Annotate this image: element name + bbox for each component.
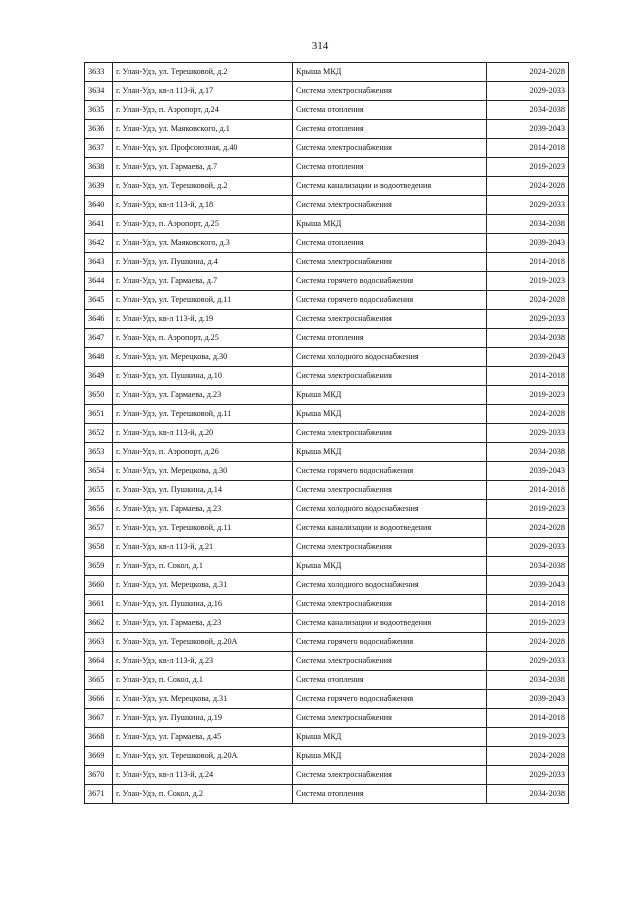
row-number: 3655	[85, 481, 113, 500]
address-cell: г. Улан-Удэ, ул. Профсоюзная, д.40	[113, 139, 293, 158]
period-cell: 2024-2028	[487, 63, 569, 82]
table-row	[85, 82, 569, 101]
period-cell: 2039-2043	[487, 348, 569, 367]
address-cell: г. Улан-Удэ, ул. Гармаева, д.23	[113, 614, 293, 633]
repair-schedule-table	[84, 62, 569, 804]
table-row	[85, 614, 569, 633]
period-cell: 2019-2023	[487, 728, 569, 747]
row-number: 3661	[85, 595, 113, 614]
system-cell: Система холодного водоснабжения	[293, 576, 487, 595]
row-number: 3640	[85, 196, 113, 215]
system-cell: Система электроснабжения	[293, 595, 487, 614]
system-cell: Крыша МКД	[293, 557, 487, 576]
table-row	[85, 462, 569, 481]
address-cell: г. Улан-Удэ, ул. Пушкина, д.10	[113, 367, 293, 386]
system-cell: Система горячего водоснабжения	[293, 291, 487, 310]
address-cell: г. Улан-Удэ, кв-л 113-й, д.20	[113, 424, 293, 443]
system-cell: Крыша МКД	[293, 728, 487, 747]
address-cell: г. Улан-Удэ, ул. Пушкина, д.16	[113, 595, 293, 614]
address-cell: г. Улан-Удэ, ул. Терешковой, д.11	[113, 291, 293, 310]
table-row	[85, 405, 569, 424]
table-row	[85, 310, 569, 329]
period-cell: 2024-2028	[487, 747, 569, 766]
address-cell: г. Улан-Удэ, ул. Гармаева, д.45	[113, 728, 293, 747]
table-row	[85, 272, 569, 291]
period-cell: 2019-2023	[487, 386, 569, 405]
period-cell: 2039-2043	[487, 576, 569, 595]
address-cell: г. Улан-Удэ, ул. Гармаева, д.7	[113, 272, 293, 291]
row-number: 3671	[85, 785, 113, 804]
table-row	[85, 120, 569, 139]
row-number: 3665	[85, 671, 113, 690]
row-number: 3638	[85, 158, 113, 177]
period-cell: 2029-2033	[487, 196, 569, 215]
table-row	[85, 690, 569, 709]
address-cell: г. Улан-Удэ, кв-л 113-й, д.19	[113, 310, 293, 329]
address-cell: г. Улан-Удэ, ул. Гармаева, д.23	[113, 500, 293, 519]
system-cell: Крыша МКД	[293, 405, 487, 424]
address-cell: г. Улан-Удэ, п. Сокол, д.2	[113, 785, 293, 804]
row-number: 3636	[85, 120, 113, 139]
row-number: 3634	[85, 82, 113, 101]
period-cell: 2029-2033	[487, 82, 569, 101]
system-cell: Система электроснабжения	[293, 766, 487, 785]
table-row	[85, 500, 569, 519]
table-row	[85, 595, 569, 614]
system-cell: Система отопления	[293, 120, 487, 139]
table-row	[85, 215, 569, 234]
row-number: 3659	[85, 557, 113, 576]
system-cell: Крыша МКД	[293, 63, 487, 82]
row-number: 3643	[85, 253, 113, 272]
row-number: 3645	[85, 291, 113, 310]
address-cell: г. Улан-Удэ, кв-л 113-й, д.21	[113, 538, 293, 557]
row-number: 3660	[85, 576, 113, 595]
table-row	[85, 139, 569, 158]
address-cell: г. Улан-Удэ, кв-л 113-й, д.18	[113, 196, 293, 215]
row-number: 3647	[85, 329, 113, 348]
address-cell: г. Улан-Удэ, ул. Терешковой, д.2	[113, 63, 293, 82]
table-row	[85, 348, 569, 367]
period-cell: 2034-2038	[487, 101, 569, 120]
address-cell: г. Улан-Удэ, ул. Пушкина, д.19	[113, 709, 293, 728]
system-cell: Система электроснабжения	[293, 367, 487, 386]
row-number: 3657	[85, 519, 113, 538]
system-cell: Система электроснабжения	[293, 538, 487, 557]
table-row	[85, 158, 569, 177]
row-number: 3646	[85, 310, 113, 329]
system-cell: Система электроснабжения	[293, 481, 487, 500]
table-row	[85, 652, 569, 671]
period-cell: 2039-2043	[487, 462, 569, 481]
system-cell: Система горячего водоснабжения	[293, 690, 487, 709]
row-number: 3664	[85, 652, 113, 671]
period-cell: 2029-2033	[487, 310, 569, 329]
row-number: 3644	[85, 272, 113, 291]
table-row	[85, 519, 569, 538]
period-cell: 2034-2038	[487, 671, 569, 690]
row-number: 3651	[85, 405, 113, 424]
row-number: 3649	[85, 367, 113, 386]
row-number: 3637	[85, 139, 113, 158]
table-row	[85, 443, 569, 462]
table-row	[85, 63, 569, 82]
table-row	[85, 538, 569, 557]
row-number: 3668	[85, 728, 113, 747]
address-cell: г. Улан-Удэ, п. Аэропорт, д.25	[113, 329, 293, 348]
system-cell: Система горячего водоснабжения	[293, 633, 487, 652]
row-number: 3641	[85, 215, 113, 234]
system-cell: Система отопления	[293, 234, 487, 253]
address-cell: г. Улан-Удэ, кв-л 113-й, д.17	[113, 82, 293, 101]
address-cell: г. Улан-Удэ, п. Сокол, д.1	[113, 557, 293, 576]
address-cell: г. Улан-Удэ, кв-л 113-й, д.24	[113, 766, 293, 785]
row-number: 3650	[85, 386, 113, 405]
period-cell: 2024-2028	[487, 177, 569, 196]
table-row	[85, 633, 569, 652]
period-cell: 2024-2028	[487, 519, 569, 538]
row-number: 3654	[85, 462, 113, 481]
system-cell: Система электроснабжения	[293, 424, 487, 443]
system-cell: Система канализации и водоотведения	[293, 614, 487, 633]
address-cell: г. Улан-Удэ, ул. Мерецкова, д.31	[113, 690, 293, 709]
address-cell: г. Улан-Удэ, ул. Терешковой, д.2	[113, 177, 293, 196]
period-cell: 2014-2018	[487, 367, 569, 386]
address-cell: г. Улан-Удэ, п. Аэропорт, д.24	[113, 101, 293, 120]
system-cell: Система горячего водоснабжения	[293, 462, 487, 481]
system-cell: Система электроснабжения	[293, 253, 487, 272]
period-cell: 2014-2018	[487, 481, 569, 500]
row-number: 3662	[85, 614, 113, 633]
address-cell: г. Улан-Удэ, ул. Гармаева, д.23	[113, 386, 293, 405]
table-row	[85, 671, 569, 690]
row-number: 3635	[85, 101, 113, 120]
period-cell: 2039-2043	[487, 120, 569, 139]
system-cell: Крыша МКД	[293, 747, 487, 766]
period-cell: 2034-2038	[487, 785, 569, 804]
period-cell: 2034-2038	[487, 443, 569, 462]
period-cell: 2014-2018	[487, 139, 569, 158]
table-row	[85, 196, 569, 215]
row-number: 3670	[85, 766, 113, 785]
table-row	[85, 766, 569, 785]
table-row	[85, 253, 569, 272]
row-number: 3667	[85, 709, 113, 728]
period-cell: 2034-2038	[487, 557, 569, 576]
table-row	[85, 709, 569, 728]
address-cell: г. Улан-Удэ, ул. Маяковского, д.3	[113, 234, 293, 253]
row-number: 3642	[85, 234, 113, 253]
table-row	[85, 234, 569, 253]
page-number: 314	[311, 40, 329, 52]
period-cell: 2014-2018	[487, 709, 569, 728]
row-number: 3669	[85, 747, 113, 766]
period-cell: 2034-2038	[487, 329, 569, 348]
period-cell: 2024-2028	[487, 633, 569, 652]
period-cell: 2014-2018	[487, 595, 569, 614]
table-row	[85, 747, 569, 766]
address-cell: г. Улан-Удэ, ул. Мерецкова, д.31	[113, 576, 293, 595]
period-cell: 2029-2033	[487, 766, 569, 785]
row-number: 3656	[85, 500, 113, 519]
system-cell: Система холодного водоснабжения	[293, 348, 487, 367]
address-cell: г. Улан-Удэ, кв-л 113-й, д.23	[113, 652, 293, 671]
address-cell: г. Улан-Удэ, ул. Маяковского, д.1	[113, 120, 293, 139]
table-row	[85, 576, 569, 595]
system-cell: Крыша МКД	[293, 386, 487, 405]
table-row	[85, 424, 569, 443]
system-cell: Система канализации и водоотведения	[293, 177, 487, 196]
row-number: 3653	[85, 443, 113, 462]
system-cell: Система отопления	[293, 101, 487, 120]
row-number: 3652	[85, 424, 113, 443]
period-cell: 2019-2023	[487, 614, 569, 633]
period-cell: 2019-2023	[487, 158, 569, 177]
system-cell: Система отопления	[293, 158, 487, 177]
table-row	[85, 101, 569, 120]
table-body	[85, 63, 569, 804]
period-cell: 2014-2018	[487, 253, 569, 272]
period-cell: 2029-2033	[487, 424, 569, 443]
system-cell: Система электроснабжения	[293, 709, 487, 728]
row-number: 3639	[85, 177, 113, 196]
system-cell: Система канализации и водоотведения	[293, 519, 487, 538]
address-cell: г. Улан-Удэ, ул. Пушкина, д.4	[113, 253, 293, 272]
row-number: 3663	[85, 633, 113, 652]
table-row	[85, 177, 569, 196]
table-row	[85, 557, 569, 576]
address-cell: г. Улан-Удэ, ул. Мерецкова, д.30	[113, 462, 293, 481]
table-row	[85, 785, 569, 804]
period-cell: 2034-2038	[487, 215, 569, 234]
address-cell: г. Улан-Удэ, п. Аэропорт, д.26	[113, 443, 293, 462]
table-row	[85, 367, 569, 386]
system-cell: Система электроснабжения	[293, 652, 487, 671]
address-cell: г. Улан-Удэ, п. Сокол, д.1	[113, 671, 293, 690]
system-cell: Система отопления	[293, 671, 487, 690]
system-cell: Система электроснабжения	[293, 310, 487, 329]
table-row	[85, 481, 569, 500]
system-cell: Система холодного водоснабжения	[293, 500, 487, 519]
address-cell: г. Улан-Удэ, ул. Гармаева, д.7	[113, 158, 293, 177]
system-cell: Система электроснабжения	[293, 82, 487, 101]
address-cell: г. Улан-Удэ, ул. Мерецкова, д.30	[113, 348, 293, 367]
table-row	[85, 728, 569, 747]
address-cell: г. Улан-Удэ, ул. Пушкина, д.14	[113, 481, 293, 500]
period-cell: 2019-2023	[487, 272, 569, 291]
system-cell: Крыша МКД	[293, 443, 487, 462]
row-number: 3666	[85, 690, 113, 709]
period-cell: 2039-2043	[487, 234, 569, 253]
table-row	[85, 386, 569, 405]
system-cell: Система горячего водоснабжения	[293, 272, 487, 291]
period-cell: 2024-2028	[487, 405, 569, 424]
row-number: 3633	[85, 63, 113, 82]
address-cell: г. Улан-Удэ, ул. Терешковой, д.20А	[113, 747, 293, 766]
system-cell: Система электроснабжения	[293, 139, 487, 158]
system-cell: Система электроснабжения	[293, 196, 487, 215]
row-number: 3648	[85, 348, 113, 367]
period-cell: 2029-2033	[487, 538, 569, 557]
period-cell: 2029-2033	[487, 652, 569, 671]
system-cell: Система отопления	[293, 785, 487, 804]
system-cell: Система отопления	[293, 329, 487, 348]
address-cell: г. Улан-Удэ, ул. Терешковой, д.11	[113, 519, 293, 538]
row-number: 3658	[85, 538, 113, 557]
system-cell: Крыша МКД	[293, 215, 487, 234]
period-cell: 2019-2023	[487, 500, 569, 519]
period-cell: 2024-2028	[487, 291, 569, 310]
address-cell: г. Улан-Удэ, ул. Терешковой, д.11	[113, 405, 293, 424]
table-row	[85, 329, 569, 348]
table-row	[85, 291, 569, 310]
address-cell: г. Улан-Удэ, ул. Терешковой, д.20А	[113, 633, 293, 652]
period-cell: 2039-2043	[487, 690, 569, 709]
address-cell: г. Улан-Удэ, п. Аэропорт, д.25	[113, 215, 293, 234]
